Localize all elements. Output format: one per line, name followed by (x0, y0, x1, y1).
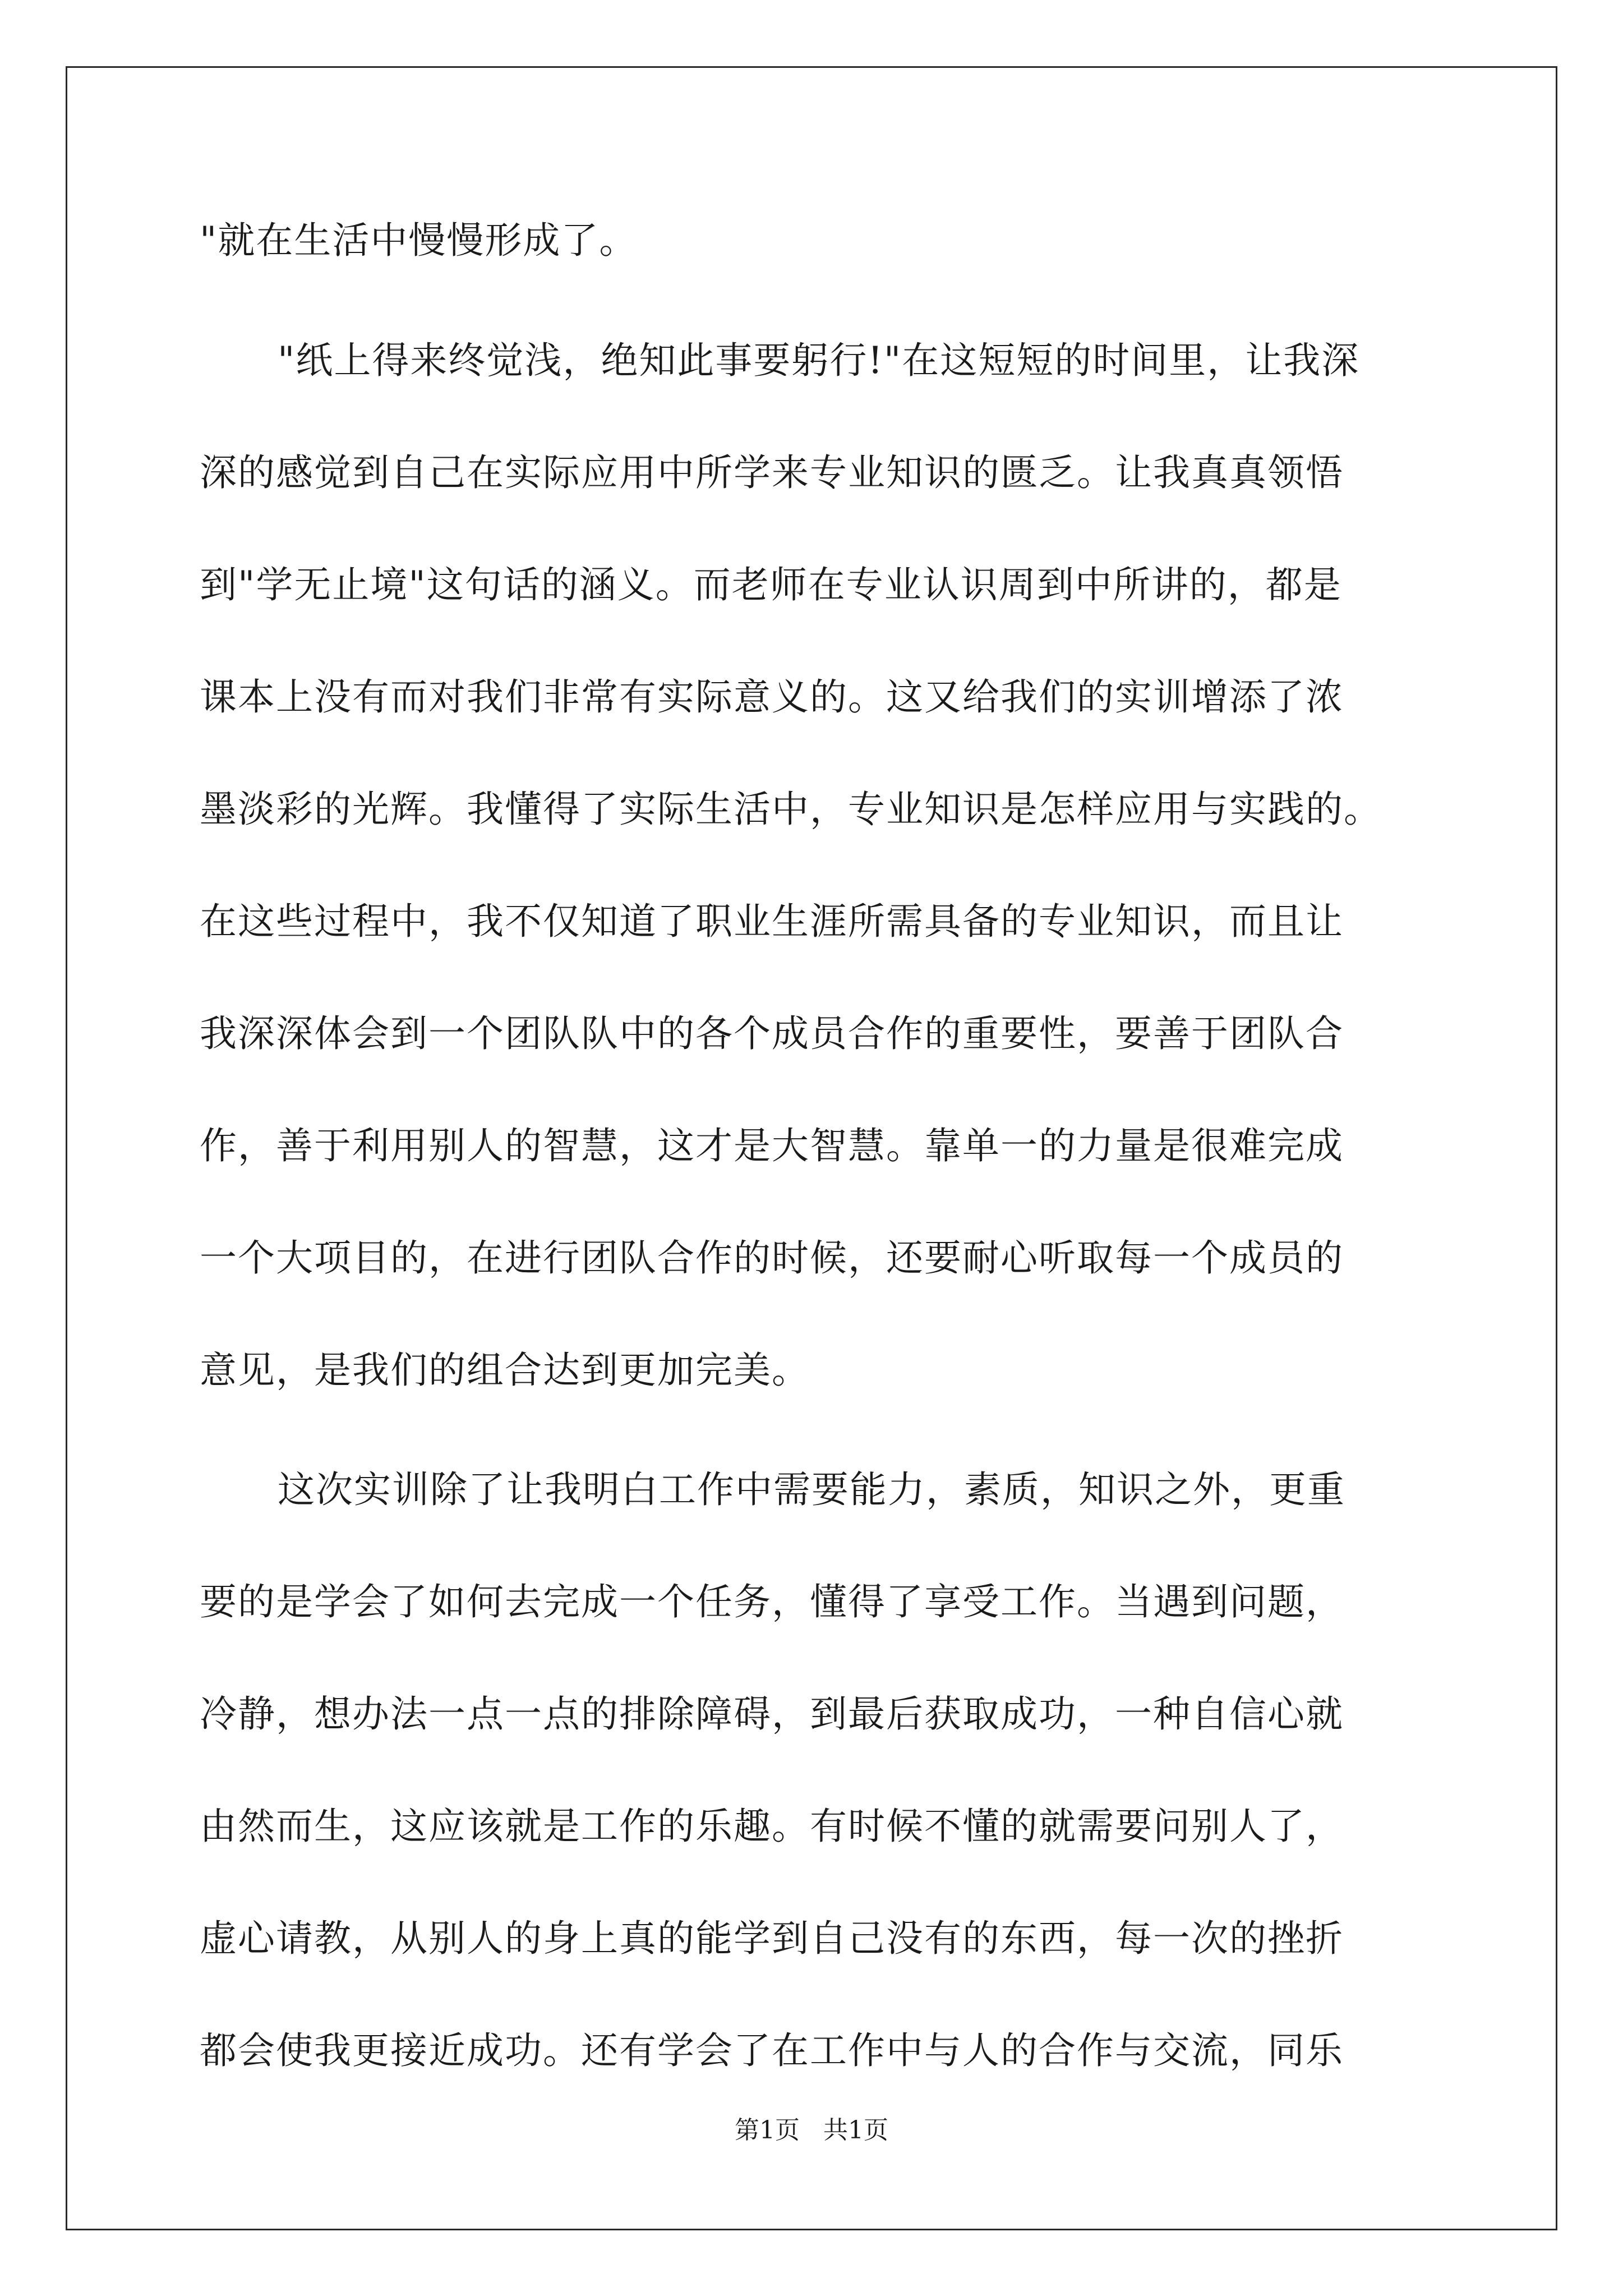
body-text-line: 都会使我更接近成功。还有学会了在工作中与人的合作与交流，同乐 (200, 2029, 1344, 2072)
body-text-line: 墨淡彩的光辉。我懂得了实际生活中，专业知识是怎样应用与实践的。 (200, 788, 1382, 831)
body-text-line: 在这些过程中，我不仅知道了职业生涯所需具备的专业知识，而且让 (200, 900, 1344, 943)
body-text-line: 这次实训除了让我明白工作中需要能力，素质，知识之外，更重 (278, 1468, 1345, 1511)
body-text-line: 虚心请教，从别人的身上真的能学到自己没有的东西，每一次的挫折 (200, 1917, 1344, 1960)
body-text-line: 要的是学会了如何去完成一个任务，懂得了享受工作。当遇到问题， (200, 1580, 1344, 1623)
body-text-line: 意见，是我们的组合达到更加完美。 (200, 1349, 810, 1392)
page-number-footer: 第1页 共1页 (735, 2116, 888, 2145)
body-text-line: 课本上没有而对我们非常有实际意义的。这又给我们的实训增添了浓 (200, 675, 1344, 719)
body-text-line: 一个大项目的，在进行团队合作的时候，还要耐心听取每一个成员的 (200, 1236, 1344, 1280)
body-text-line: 冷静，想办法一点一点的排除障碍，到最后获取成功，一种自信心就 (200, 1692, 1344, 1736)
body-text-line: "纸上得来终觉浅，绝知此事要躬行!"在这短短的时间里，让我深 (278, 339, 1360, 382)
body-text-line: 我深深体会到一个团队队中的各个成员合作的重要性，要善于团队合 (200, 1012, 1344, 1055)
body-text-line: 深的感觉到自己在实际应用中所学来专业知识的匮乏。让我真真领悟 (200, 451, 1344, 494)
body-text-line: 到"学无止境"这句话的涵义。而老师在专业认识周到中所讲的，都是 (200, 563, 1342, 606)
body-text-line: "就在生活中慢慢形成了。 (200, 219, 638, 262)
body-text-line: 作，善于利用别人的智慧，这才是大智慧。靠单一的力量是很难完成 (200, 1124, 1344, 1167)
body-text-line: 由然而生，这应该就是工作的乐趣。有时候不懂的就需要问别人了， (200, 1805, 1344, 1848)
